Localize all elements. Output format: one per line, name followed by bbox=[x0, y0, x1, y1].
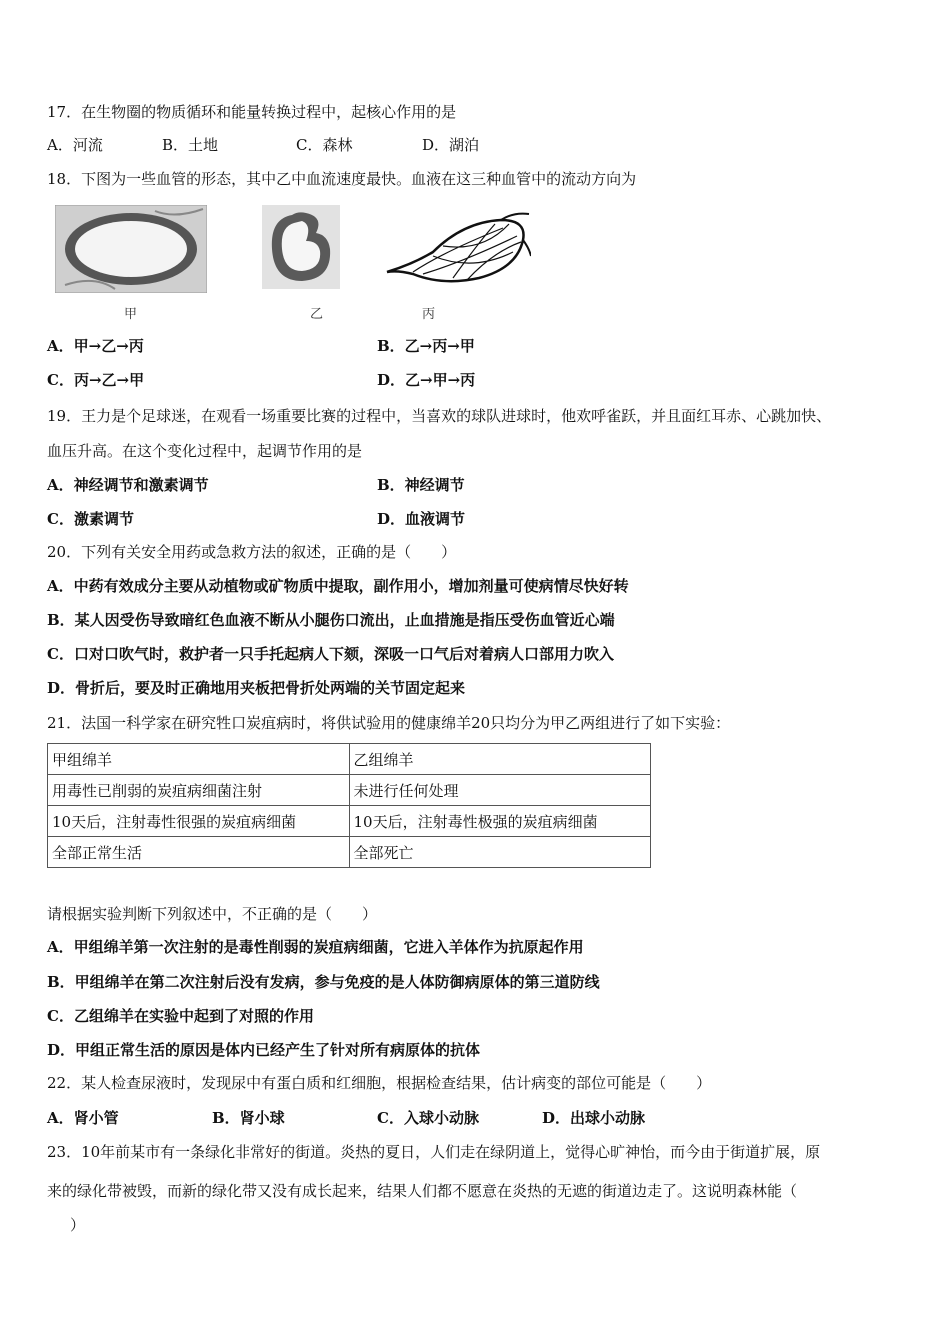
table-cell: 全部正常生活 bbox=[48, 837, 350, 868]
q18-option-d: D．乙→甲→丙 bbox=[377, 371, 476, 389]
q21-option-b: B．甲组绵羊在第二次注射后没有发病，参与免疫的是人体防御病原体的第三道防线 bbox=[47, 973, 600, 991]
q20-option-b: B．某人因受伤导致暗红色血液不断从小腿伤口流出，止血措施是指压受伤血管近心端 bbox=[47, 611, 615, 629]
q19-stem-line2: 血压升高。在这个变化过程中，起调节作用的是 bbox=[47, 442, 363, 460]
q18-option-c: C．丙→乙→甲 bbox=[47, 371, 145, 389]
table-cell: 10天后，注射毒性很强的炭疽病细菌 bbox=[48, 806, 350, 837]
vessel-figure-bing bbox=[383, 212, 531, 292]
table-cell: 10天后，注射毒性极强的炭疽病细菌 bbox=[349, 806, 651, 837]
q18-option-b: B．乙→丙→甲 bbox=[377, 337, 475, 355]
q22-option-b: B．肾小球 bbox=[212, 1109, 285, 1127]
table-row bbox=[48, 744, 651, 775]
q19-option-b: B．神经调节 bbox=[377, 476, 465, 494]
q19-option-d: D．血液调节 bbox=[377, 510, 466, 528]
q19-option-c: C．激素调节 bbox=[47, 510, 134, 528]
figure-label-bing: 丙 bbox=[422, 307, 436, 322]
q22-option-a: A．肾小管 bbox=[47, 1109, 119, 1127]
q17-option-a: A．河流 bbox=[47, 136, 103, 154]
q22-stem: 22．某人检查尿液时，发现尿中有蛋白质和红细胞，根据检查结果，估计病变的部位可能是（ ） bbox=[47, 1074, 712, 1092]
figure-label-jia: 甲 bbox=[124, 307, 138, 322]
q18-option-a: A．甲→乙→丙 bbox=[47, 337, 144, 355]
table-row bbox=[48, 806, 651, 837]
q23-stem-line1: 23．10年前某市有一条绿化非常好的街道。炎热的夏日，人们走在绿阴道上，觉得心旷神怡，而今由于街道扩展，原 bbox=[47, 1143, 821, 1161]
experiment-table bbox=[47, 743, 651, 868]
q23-stem-line2: 来的绿化带被毁，而新的绿化带又没有成长起来，结果人们都不愿意在炎热的无遮的街道边走了。这说明森林能（ bbox=[47, 1182, 798, 1200]
q20-option-a: A．中药有效成分主要从动植物或矿物质中提取，副作用小，增加剂量可使病情尽快好转 bbox=[47, 577, 629, 595]
q21-option-d: D．甲组正常生活的原因是体内已经产生了针对所有病原体的抗体 bbox=[47, 1041, 481, 1059]
table-header-cell: 甲组绵羊 bbox=[48, 744, 350, 775]
vessel-figure-jia bbox=[55, 205, 207, 293]
table-header-cell: 乙组绵羊 bbox=[349, 744, 651, 775]
q20-stem: 20．下列有关安全用药或急救方法的叙述，正确的是（ ） bbox=[47, 543, 457, 561]
q17-option-c: C．森林 bbox=[296, 136, 353, 154]
q21-option-c: C．乙组绵羊在实验中起到了对照的作用 bbox=[47, 1007, 314, 1025]
q21-question: 请根据实验判断下列叙述中，不正确的是（ ） bbox=[47, 905, 378, 923]
table-cell: 用毒性已削弱的炭疽病细菌注射 bbox=[48, 775, 350, 806]
q19-stem-line1: 19．王力是个足球迷，在观看一场重要比赛的过程中，当喜欢的球队进球时，他欢呼雀跃，并且面红耳赤、心跳加快、 bbox=[47, 407, 832, 425]
q17-option-b: B．土地 bbox=[162, 136, 219, 154]
vessel-figure-yi bbox=[262, 205, 340, 289]
q20-option-c: C．口对口吹气时，救护者一只手托起病人下颏，深吸一口气后对着病人口部用力吹入 bbox=[47, 645, 614, 663]
table-row bbox=[48, 837, 651, 868]
q21-stem: 21．法国一科学家在研究牲口炭疽病时，将供试验用的健康绵羊20只均分为甲乙两组进行了如下实验： bbox=[47, 714, 731, 732]
q18-stem: 18．下图为一些血管的形态，其中乙中血流速度最快。血液在这三种血管中的流动方向为 bbox=[47, 170, 637, 188]
q22-option-c: C．入球小动脉 bbox=[377, 1109, 479, 1127]
q17-option-d: D．湖泊 bbox=[422, 136, 480, 154]
q23-stem-line3: ） bbox=[70, 1216, 86, 1234]
q17-stem: 17．在生物圈的物质循环和能量转换过程中，起核心作用的是 bbox=[47, 103, 457, 121]
q21-option-a: A．甲组绵羊第一次注射的是毒性削弱的炭疽病细菌，它进入羊体作为抗原起作用 bbox=[47, 938, 584, 956]
q19-option-a: A．神经调节和激素调节 bbox=[47, 476, 209, 494]
table-row bbox=[48, 775, 651, 806]
q20-option-d: D．骨折后，要及时正确地用夹板把骨折处两端的关节固定起来 bbox=[47, 679, 466, 697]
table-cell: 未进行任何处理 bbox=[349, 775, 651, 806]
q22-option-d: D．出球小动脉 bbox=[542, 1109, 646, 1127]
figure-label-yi: 乙 bbox=[310, 307, 324, 322]
table-cell: 全部死亡 bbox=[349, 837, 651, 868]
